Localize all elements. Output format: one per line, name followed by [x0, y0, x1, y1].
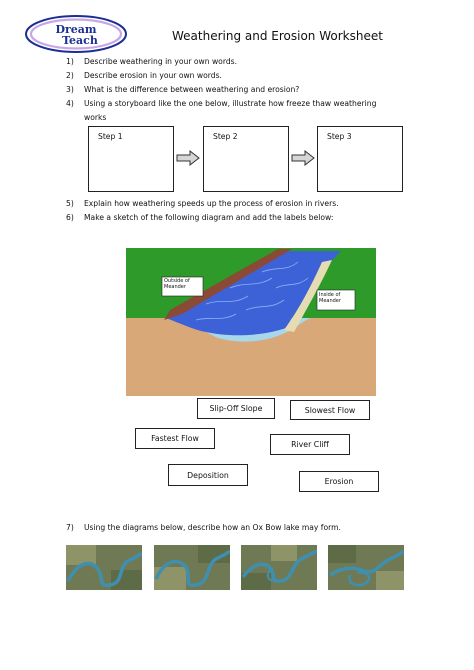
oxbow-photo-2	[154, 545, 230, 590]
logo-ellipse-graphic	[24, 14, 128, 54]
step-label: Step 1	[98, 132, 123, 141]
inside-meander-label: Inside of Meander	[319, 292, 341, 304]
question-number: 7)	[66, 523, 74, 532]
step-label: Step 3	[327, 132, 352, 141]
question-text: Using the diagrams below, describe how an Ox Bow lake may form.	[84, 523, 341, 532]
question-number: 2)	[66, 71, 74, 80]
step-label: Step 2	[213, 132, 238, 141]
aerial-river-image	[66, 545, 142, 590]
question-text: Make a sketch of the following diagram and add the labels below:	[84, 213, 334, 222]
arrow-right-icon	[176, 150, 200, 166]
oxbow-photo-1	[66, 545, 142, 590]
storyboard-step-1	[88, 126, 174, 192]
question-text: What is the difference between weathering and erosion?	[84, 85, 300, 94]
question-number: 6)	[66, 213, 74, 222]
label-deposition: Deposition	[168, 464, 248, 486]
label-erosion: Erosion	[299, 471, 379, 492]
dream-teach-logo	[24, 14, 128, 54]
label-river-cliff: River Cliff	[270, 434, 350, 455]
label-fastest-flow: Fastest Flow	[135, 428, 215, 449]
question-text: Explain how weathering speeds up the process of erosion in rivers.	[84, 199, 339, 208]
question-text: Using a storyboard like the one below, illustrate how freeze thaw weathering	[84, 99, 377, 108]
meander-diagram-graphic	[126, 248, 376, 396]
question-text: Describe weathering in your own words.	[84, 57, 238, 66]
label-slip-off-slope: Slip-Off Slope	[197, 398, 275, 419]
question-text: Describe erosion in your own words.	[84, 71, 222, 80]
aerial-river-image	[241, 545, 317, 590]
question-4-continuation: works	[84, 113, 107, 122]
aerial-river-image	[328, 545, 404, 590]
aerial-river-image	[154, 545, 230, 590]
oxbow-photo-4	[328, 545, 404, 590]
logo-line-1: Dream	[55, 23, 97, 36]
outside-meander-label: Outside of Meander	[164, 278, 190, 290]
question-number: 5)	[66, 199, 74, 208]
question-number: 1)	[66, 57, 74, 66]
storyboard-step-2	[203, 126, 289, 192]
storyboard-step-3	[317, 126, 403, 192]
question-number: 3)	[66, 85, 74, 94]
oxbow-photo-3	[241, 545, 317, 590]
meander-cross-section-diagram	[126, 248, 376, 396]
logo-line-2: Teach	[62, 34, 98, 47]
worksheet-title: Weathering and Erosion Worksheet	[172, 29, 383, 43]
arrow-right-icon	[291, 150, 315, 166]
question-number: 4)	[66, 99, 74, 108]
label-slowest-flow: Slowest Flow	[290, 400, 370, 420]
